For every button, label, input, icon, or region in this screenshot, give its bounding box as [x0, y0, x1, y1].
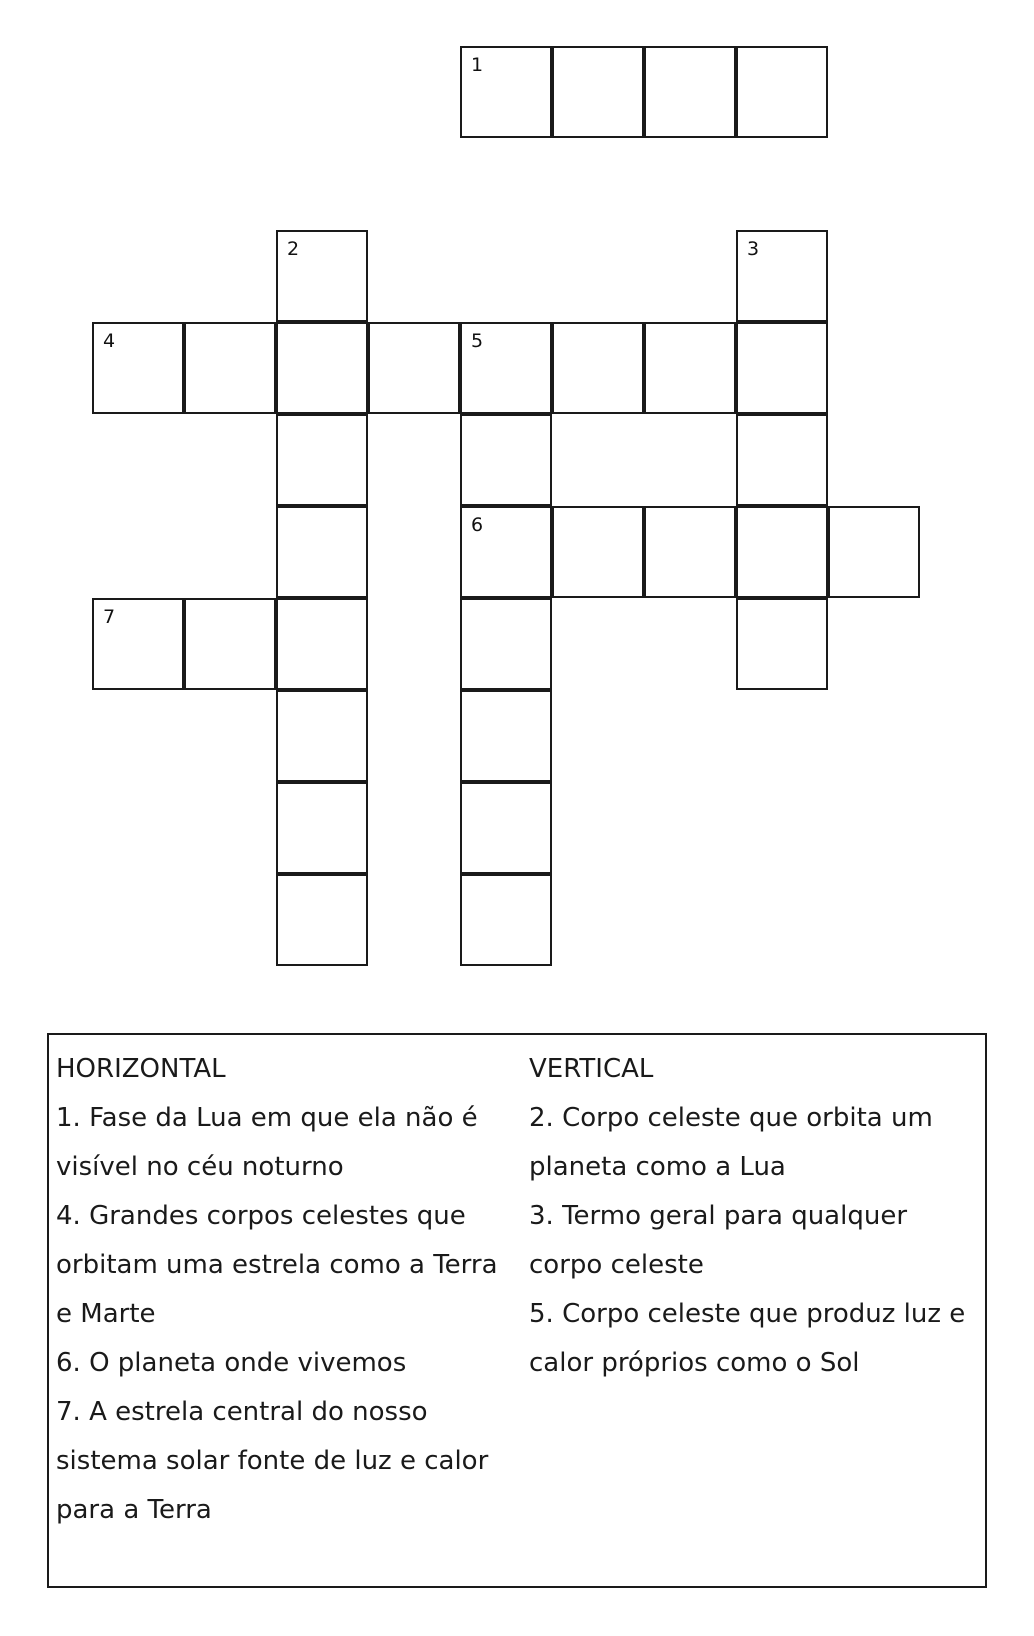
crossword-cell[interactable] — [276, 874, 368, 966]
crossword-cell[interactable] — [368, 322, 460, 414]
crossword-cell[interactable] — [460, 874, 552, 966]
crossword-cell[interactable] — [460, 782, 552, 874]
crossword-cell[interactable] — [460, 598, 552, 690]
clue-5: 5. Corpo celeste que produz luz e calor próprios como o Sol — [529, 1299, 966, 1378]
vertical-heading: VERTICAL — [529, 1054, 654, 1084]
crossword-cell[interactable] — [736, 598, 828, 690]
vertical-clues — [529, 1045, 981, 1388]
crossword-cell[interactable] — [276, 598, 368, 690]
crossword-cell[interactable] — [736, 322, 828, 414]
horizontal-heading: HORIZONTAL — [56, 1054, 226, 1084]
crossword-cell[interactable] — [736, 230, 828, 322]
cell-number: 2 — [287, 238, 300, 260]
crossword-cell[interactable] — [460, 506, 552, 598]
crossword-cell[interactable] — [276, 414, 368, 506]
cell-number: 7 — [103, 606, 116, 628]
cell-number: 3 — [747, 238, 760, 260]
crossword-cell[interactable] — [276, 690, 368, 782]
crossword-cell[interactable] — [276, 322, 368, 414]
crossword-cell[interactable] — [644, 506, 736, 598]
crossword-cell[interactable] — [828, 506, 920, 598]
cell-number: 5 — [471, 330, 484, 352]
crossword-cell[interactable] — [460, 414, 552, 506]
crossword-cell[interactable] — [736, 506, 828, 598]
clues-box — [47, 1033, 987, 1588]
cell-number: 1 — [471, 54, 484, 76]
crossword-cell[interactable] — [184, 598, 276, 690]
crossword-cell[interactable] — [644, 322, 736, 414]
crossword-cell[interactable] — [184, 322, 276, 414]
crossword-cell[interactable] — [460, 690, 552, 782]
clue-7: 7. A estrela central do nosso sistema solar fonte de luz e calor para a Terra — [56, 1397, 489, 1525]
crossword-cell[interactable] — [276, 506, 368, 598]
crossword-cell[interactable] — [552, 322, 644, 414]
crossword-cell[interactable] — [460, 46, 552, 138]
crossword-cell[interactable] — [276, 782, 368, 874]
crossword-cell[interactable] — [276, 230, 368, 322]
clue-4: 4. Grandes corpos celestes que orbitam uma estrela como a Terra e Marte — [56, 1201, 498, 1329]
crossword-cell[interactable] — [552, 506, 644, 598]
clue-1: 1. Fase da Lua em que ela não é visível no céu noturno — [56, 1103, 478, 1182]
clue-2: 2. Corpo celeste que orbita um planeta como a Lua — [529, 1103, 933, 1182]
cell-number: 6 — [471, 514, 484, 536]
clue-3: 3. Termo geral para qualquer corpo celeste — [529, 1201, 908, 1280]
crossword-cell[interactable] — [736, 46, 828, 138]
crossword-cell[interactable] — [552, 46, 644, 138]
crossword-cell[interactable] — [736, 414, 828, 506]
crossword-cell[interactable] — [92, 322, 184, 414]
horizontal-clues — [56, 1045, 518, 1535]
clue-6: 6. O planeta onde vivemos — [56, 1348, 407, 1378]
crossword-cell[interactable] — [644, 46, 736, 138]
crossword-cell[interactable] — [460, 322, 552, 414]
crossword-cell[interactable] — [92, 598, 184, 690]
cell-number: 4 — [103, 330, 116, 352]
